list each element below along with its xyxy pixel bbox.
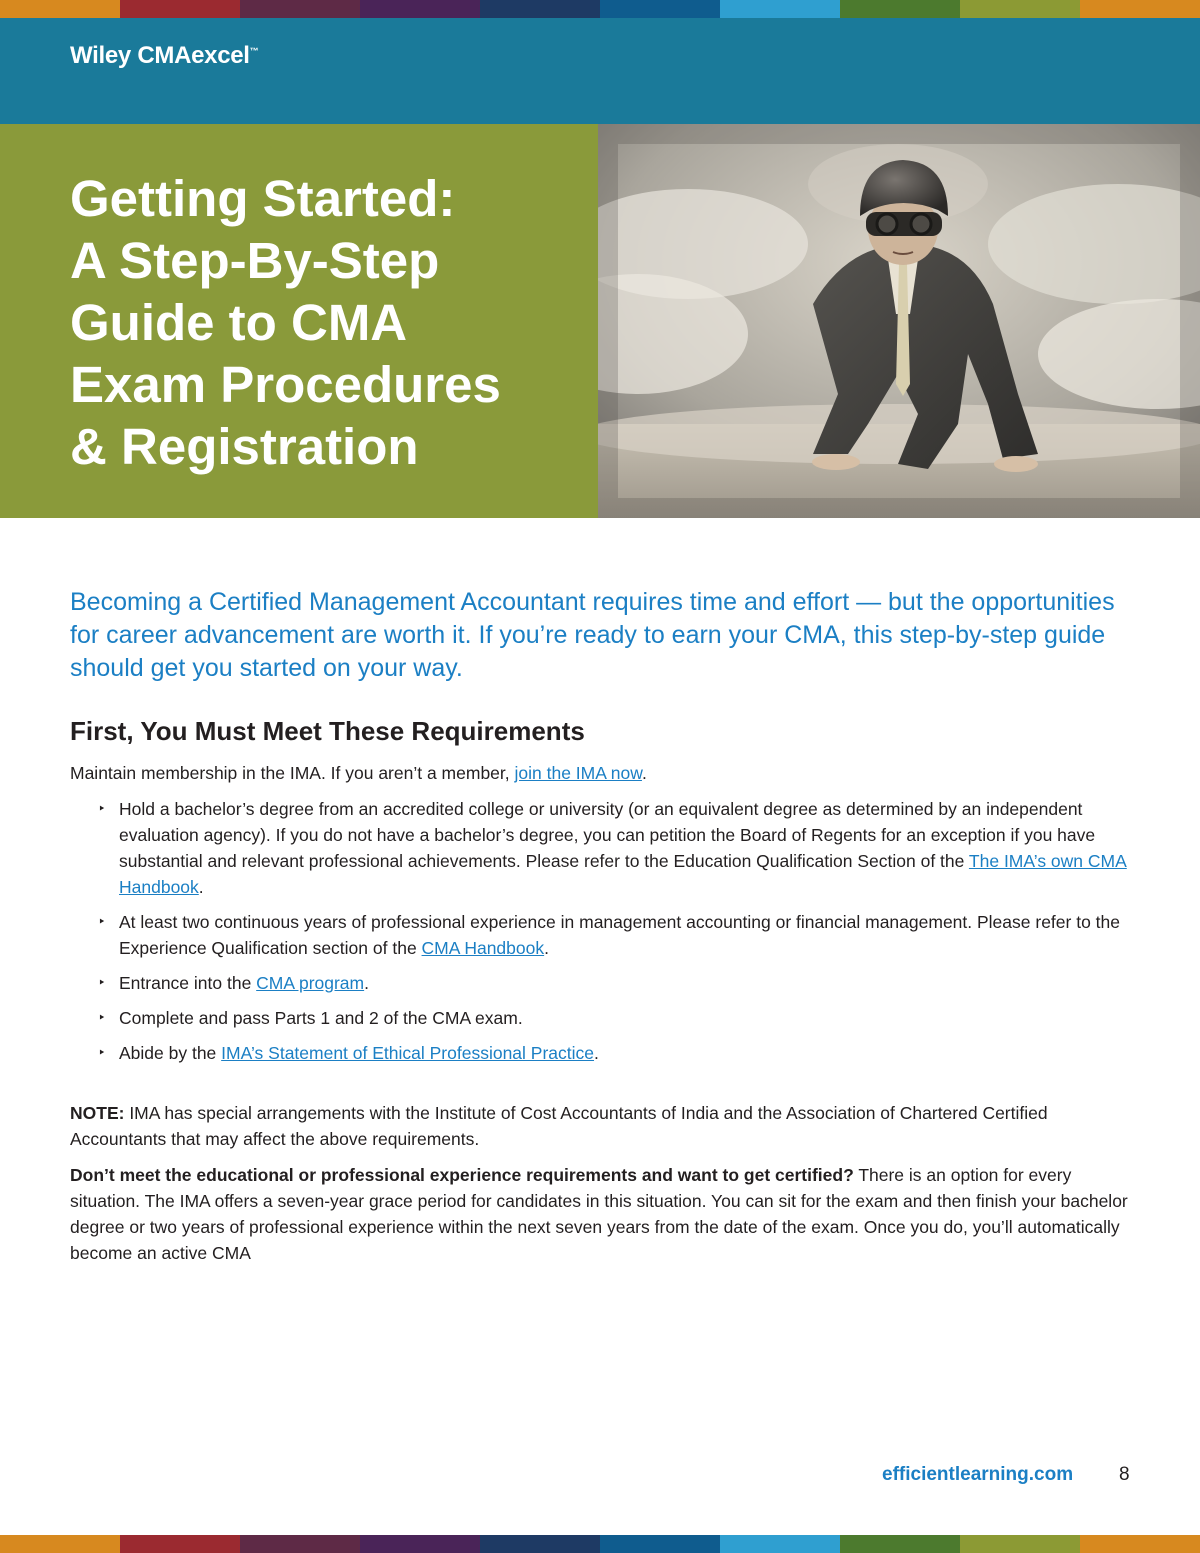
item-text: Complete and pass Parts 1 and 2 of the CMA exam.: [119, 1008, 523, 1028]
stripe-segment: [0, 1535, 120, 1553]
join-ima-link[interactable]: join the IMA now: [514, 763, 642, 783]
title-line: Getting Started:: [70, 170, 456, 227]
list-item: [70, 1005, 1140, 1031]
item-text: Abide by the: [119, 1043, 222, 1063]
stripe-segment: [480, 1535, 600, 1553]
stripe-segment: [0, 0, 120, 18]
stripe-segment: [120, 0, 240, 18]
trademark-mark: ™: [249, 46, 259, 56]
note-text: IMA has special arrangements with the Institute of Cost Accountants of India and the Association of Chartered Certified Accountants that may affect the above requirements.: [70, 1103, 1048, 1149]
stripe-segment: [360, 1535, 480, 1553]
membership-paragraph: [70, 760, 1140, 786]
stripe-segment: [840, 0, 960, 18]
stripe-segment: [600, 1535, 720, 1553]
cma-handbook-link[interactable]: CMA Handbook: [421, 938, 545, 958]
note-label: NOTE:: [70, 1103, 125, 1123]
stripe-segment: [840, 1535, 960, 1553]
item-end: .: [594, 1043, 599, 1063]
stripe-segment: [720, 1535, 840, 1553]
list-item: [70, 970, 1140, 996]
item-end: .: [364, 973, 369, 993]
bullet-icon: ‣: [98, 975, 106, 990]
requirements-heading: First, You Must Meet These Requirements: [70, 716, 585, 746]
requirements-list: [70, 796, 1140, 1075]
ima-cma-handbook-link[interactable]: The IMA’s own CMA Handbook: [119, 851, 1127, 897]
bullet-icon: ‣: [98, 801, 106, 816]
item-text: Hold a bachelor’s degree from an accredited college or university (or an equivalent degree as determined by an independent evaluation agency). If you do not have a bachelor’s degree, you can petition the Board of Regents for an exception if you have substantial and relevant professional achievements. Please refer to the Education Qualification Section of the: [119, 799, 1096, 871]
ethics-statement-link[interactable]: IMA’s Statement of Ethical Professional Practice: [221, 1043, 595, 1063]
grace-period-paragraph: [70, 1162, 1140, 1266]
stripe-segment: [240, 0, 360, 18]
title-line: & Registration: [70, 418, 419, 475]
businessman-runner-photo-icon: [598, 124, 1200, 518]
stripe-segment: [720, 0, 840, 18]
list-item: [70, 796, 1140, 900]
stripe-segment: [360, 0, 480, 18]
top-color-stripe: [0, 0, 1200, 18]
stripe-segment: [600, 0, 720, 18]
bullet-icon: ‣: [98, 914, 106, 929]
item-text: Entrance into the: [119, 973, 257, 993]
list-item: [70, 1040, 1140, 1066]
title-line: Exam Procedures: [70, 356, 501, 413]
note-paragraph: [70, 1100, 1140, 1152]
brand-logo: [70, 42, 258, 70]
item-text: At least two continuous years of professional experience in management accounting or financial management. Please refer to the Experience Qualification section of the: [119, 912, 1120, 958]
page-title: [70, 168, 590, 478]
bullet-icon: ‣: [98, 1045, 106, 1060]
cma-program-link[interactable]: CMA program: [256, 973, 365, 993]
grace-question: Don’t meet the educational or professional experience requirements and want to get certified?: [70, 1165, 854, 1185]
stripe-segment: [480, 0, 600, 18]
footer-website[interactable]: efficientlearning.com: [882, 1464, 1074, 1485]
stripe-segment: [1080, 0, 1200, 18]
stripe-segment: [960, 0, 1080, 18]
stripe-segment: [240, 1535, 360, 1553]
stripe-segment: [960, 1535, 1080, 1553]
stripe-segment: [120, 1535, 240, 1553]
intro-paragraph: Becoming a Certified Management Accountant requires time and effort — but the opportunities for career advancement are worth it. If you’re ready to earn your CMA, this step-by-step guide should get you started on your way.: [70, 588, 1115, 682]
membership-end: .: [641, 763, 647, 783]
bottom-color-stripe: [0, 1535, 1200, 1553]
item-end: .: [544, 938, 549, 958]
title-line: Guide to CMA: [70, 294, 408, 351]
page-number: 8: [1119, 1464, 1130, 1485]
brand-name: Wiley CMAexcel: [70, 42, 250, 69]
bullet-icon: ‣: [98, 1010, 106, 1025]
stripe-segment: [1080, 1535, 1200, 1553]
list-item: [70, 909, 1140, 961]
membership-text: Maintain membership in the IMA. If you aren’t a member,: [70, 763, 515, 783]
grace-text: There is an option for every situation. The IMA offers a seven-year grace period for candidates in this situation. You can sit for the exam and then finish your bachelor degree or two years of professional experience within the next seven years from the date of the exam. Once you do, you’ll automatically become an active CMA: [70, 1165, 1128, 1263]
hero-photo: [598, 124, 1200, 518]
header-band: [0, 18, 1200, 124]
item-end: .: [198, 877, 204, 897]
title-line: A Step-By-Step: [70, 232, 440, 289]
